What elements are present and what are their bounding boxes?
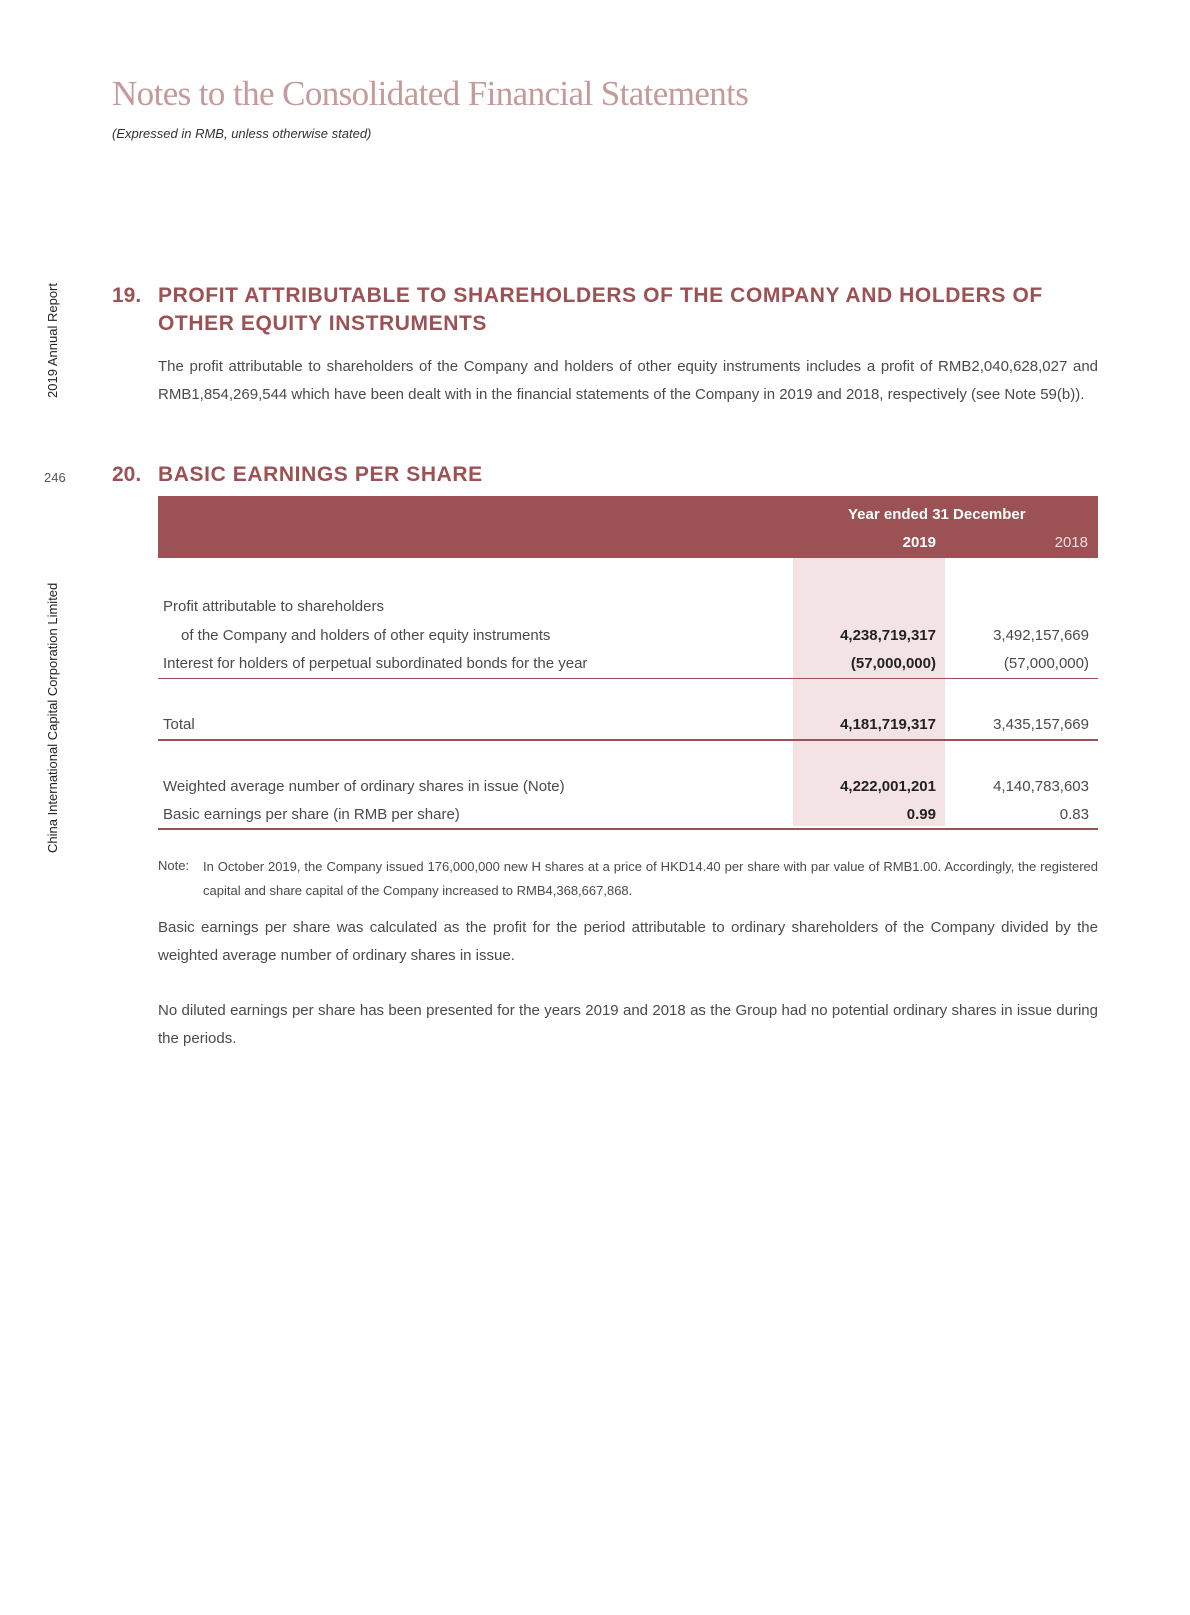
table-cell-2019: 4,238,719,317 [840, 627, 936, 644]
table-column-2019: 2019 [902, 534, 936, 551]
table-cell-2019: (57,000,000) [850, 655, 936, 672]
table-cell-2018: 3,492,157,669 [993, 627, 1089, 644]
table-cell-2019: 4,181,719,317 [840, 716, 936, 733]
section-20-paragraph-2: No diluted earnings per share has been presented for the years 2019 and 2018 as the Group had no potential ordinary shares in issue during the periods. [158, 1002, 1098, 1047]
sidebar-company-label: China International Capital Corporation Limited [45, 582, 60, 853]
table-divider [158, 678, 1098, 679]
note-label: Note: [158, 858, 190, 873]
section-20-title: BASIC EARNINGS PER SHARE [158, 463, 483, 486]
section-19-body: The profit attributable to shareholders of the Company and holders of other equity instruments includes a profit of RMB2,040,628,027 and RMB1,854,269,544 which have been dealt with in the financial statements of the Company in 2019 and 2018, respectively (see Note 59(b)). [158, 358, 1098, 403]
table-row-label: Profit attributable to shareholders [163, 598, 384, 615]
table-cell-2018: 0.83 [1059, 806, 1089, 823]
table-row-label: Weighted average number of ordinary shares in issue (Note) [163, 778, 565, 795]
page-title: Notes to the Consolidated Financial Statements [112, 74, 749, 113]
page-number: 246 [44, 470, 66, 485]
page-subtitle: (Expressed in RMB, unless otherwise stated) [112, 126, 372, 141]
section-19-number: 19. [112, 284, 142, 307]
table-divider [158, 739, 1098, 741]
section-19-title-line2: OTHER EQUITY INSTRUMENTS [158, 312, 488, 335]
table-header-year: Year ended 31 December [848, 506, 1026, 523]
table-cell-2019: 0.99 [906, 806, 936, 823]
table-divider [158, 828, 1098, 830]
table-row-label: Total [163, 716, 195, 733]
section-20-number: 20. [112, 463, 142, 486]
table-column-2018: 2018 [1054, 534, 1088, 551]
note-text: In October 2019, the Company issued 176,000,000 new H shares at a price of HKD14.40 per share with par value of RMB1.00. Accordingly, the registered capital and share capital of the Company increased to RMB4,368,667,868. [203, 859, 1098, 898]
sidebar-report-label: 2019 Annual Report [45, 283, 60, 398]
table-row-label: Basic earnings per share (in RMB per share) [163, 806, 460, 823]
table-cell-2018: 4,140,783,603 [993, 778, 1089, 795]
section-19-title-line1: PROFIT ATTRIBUTABLE TO SHAREHOLDERS OF THE COMPANY AND HOLDERS OF [158, 284, 1043, 307]
table-row-label: of the Company and holders of other equity instruments [181, 627, 551, 644]
table-cell-2018: 3,435,157,669 [993, 716, 1089, 733]
section-20-paragraph-1: Basic earnings per share was calculated as the profit for the period attributable to ordinary shareholders of the Company divided by the weighted average number of ordinary shares in issue. [158, 919, 1098, 964]
table-row-label: Interest for holders of perpetual subordinated bonds for the year [163, 655, 588, 672]
table-cell-2019: 4,222,001,201 [840, 778, 936, 795]
table-cell-2018: (57,000,000) [1003, 655, 1089, 672]
